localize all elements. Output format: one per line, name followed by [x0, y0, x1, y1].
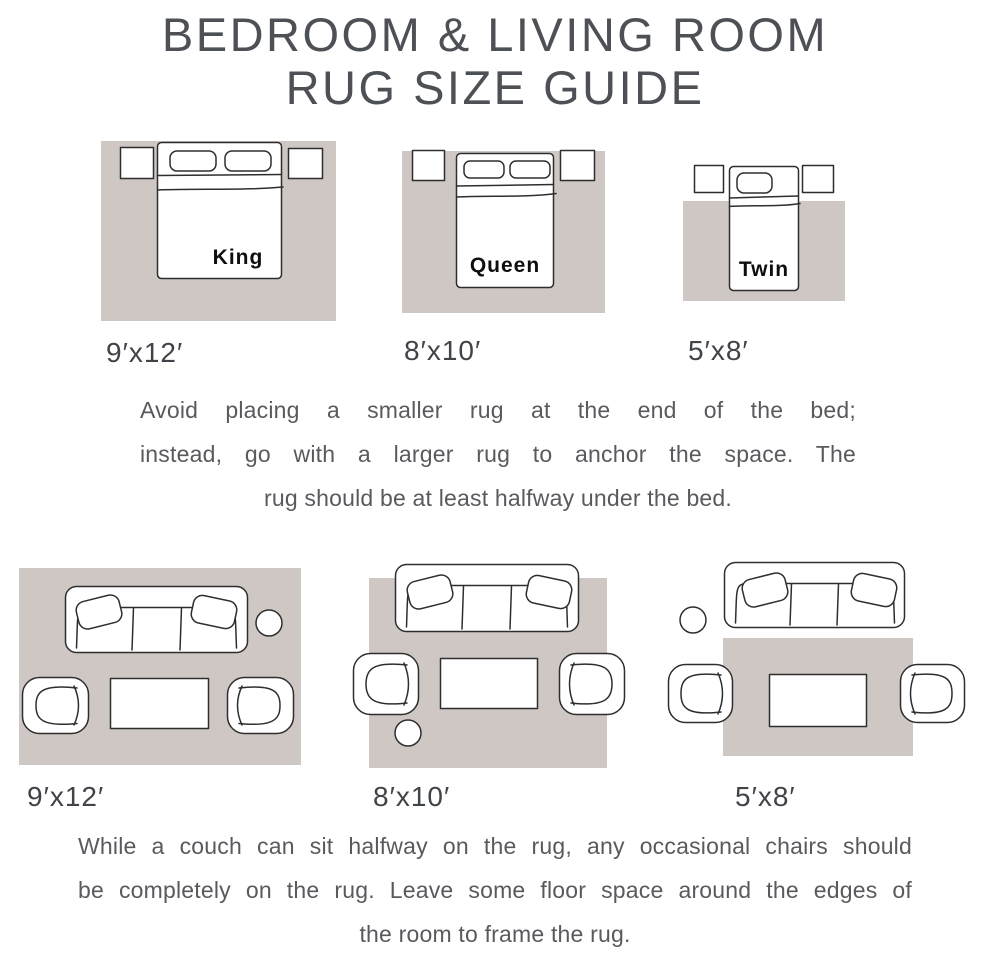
- livingroom-size-label-5x8: 5′x8′: [735, 781, 796, 812]
- pillow: [737, 173, 772, 193]
- pillow: [464, 161, 504, 178]
- coffee-table: [770, 675, 867, 727]
- queen-bed-label: Queen: [469, 254, 541, 277]
- sheet-fold-line: [158, 175, 282, 176]
- bedroom-note-line3: rug should be at least halfway under the bed.: [263, 485, 733, 511]
- nightstand: [561, 151, 595, 181]
- livingroom-9x12-diagram: [23, 587, 294, 734]
- armchair-left: [354, 654, 419, 715]
- livingroom-size-label-8x10: 8′x10′: [373, 781, 451, 812]
- pillow: [170, 151, 216, 171]
- bedroom-note: [140, 388, 856, 520]
- ottoman: [395, 720, 421, 746]
- armchair-right: [228, 678, 294, 734]
- bedroom-size-label-5x8: 5′x8′: [688, 335, 749, 366]
- livingroom-note-line1: While a couch can sit halfway on the rug, any occasional chairs should: [78, 833, 912, 859]
- king-bed-label: King: [212, 246, 264, 269]
- coffee-table: [111, 679, 209, 729]
- nightstand: [121, 148, 154, 179]
- livingroom-note: [78, 824, 912, 956]
- livingroom-note-line2: be completely on the rug. Leave some floor space around the edges of: [78, 877, 912, 903]
- nightstand: [803, 166, 834, 193]
- armchair-right: [901, 665, 965, 723]
- nightstand: [695, 166, 724, 193]
- pillow: [225, 151, 271, 171]
- twin-bed-label: Twin: [738, 258, 790, 281]
- armchair-left: [669, 665, 733, 723]
- livingroom-note-line3: the room to frame the rug.: [359, 921, 631, 947]
- page-title-line2: RUG SIZE GUIDE: [285, 61, 705, 114]
- nightstand: [413, 151, 445, 181]
- armchair-right: [560, 654, 625, 715]
- bedroom-size-label-9x12: 9′x12′: [106, 337, 184, 368]
- coffee-table: [441, 659, 538, 709]
- armchair-left: [23, 678, 89, 734]
- side-table: [680, 607, 706, 633]
- livingroom-size-label-9x12: 9′x12′: [27, 781, 105, 812]
- page-title-line1: BEDROOM & LIVING ROOM: [161, 8, 829, 61]
- bedroom-size-label-8x10: 8′x10′: [404, 335, 482, 366]
- nightstand: [289, 149, 323, 179]
- livingroom-8x10-diagram: [354, 565, 625, 747]
- pillow: [510, 161, 550, 178]
- bedroom-note-line2: instead, go with a larger rug to anchor the space. The: [140, 441, 856, 467]
- bedroom-note-line1: Avoid placing a smaller rug at the end of the bed;: [140, 397, 856, 423]
- livingroom-5x8-diagram: [669, 563, 965, 727]
- side-table: [256, 610, 282, 636]
